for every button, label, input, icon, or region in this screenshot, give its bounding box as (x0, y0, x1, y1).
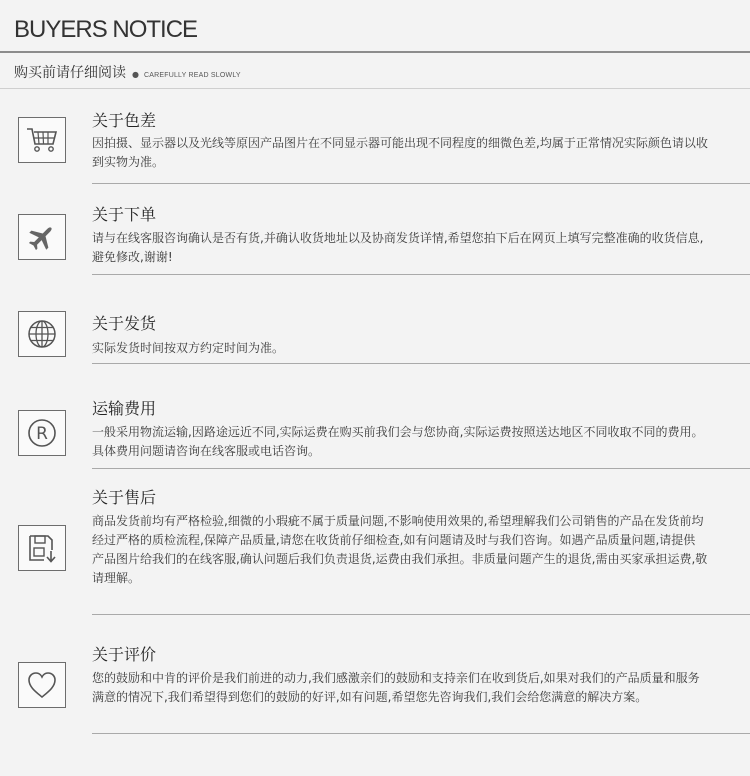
airplane-icon (18, 214, 66, 260)
section-body: 您的鼓励和中肯的评价是我们前进的动力,我们感激亲们的鼓励和支持亲们在收到货后,如果对我们的产品质量和服务满意的情况下,我们希望得到您们的鼓励的好评,如有问题,希望您先咨询我们,我们会给您满意的解决方案。 (92, 671, 700, 704)
section-divider (92, 614, 750, 615)
subtitle-divider (0, 88, 750, 89)
section-title: 关于发货 (92, 314, 157, 333)
header-divider (0, 51, 750, 53)
shopping-cart-icon (18, 117, 66, 163)
subtitle-row (14, 62, 241, 82)
section-title: 关于评价 (92, 645, 157, 664)
section-body: 商品发货前均有严格检验,细微的小瑕疵不属于质量问题,不影响使用效果的,希望理解我们公司销售的产品在发货前均经过严格的质检流程,保障产品质量,请您在收货前仔细检查,如有问题请及时与我们咨询。如遇产品质量问题,请提供 产品图片给我们的在线客服,确认问题后我们负责退货,运费由我们承担。非质量问题产生的退货,需由买家承担运费,敬请理解。 (92, 514, 708, 585)
registered-icon (18, 410, 66, 456)
section-title: 运输费用 (92, 399, 157, 418)
section-body: 实际发货时间按双方约定时间为准。 (92, 341, 285, 355)
section-divider (92, 274, 750, 275)
section-body: 一般采用物流运输,因路途远近不同,实际运费在购买前我们会与您协商,实际运费按照送达地区不同收取不同的费用。具体费用问题请咨询在线客服或电话咨询。 (92, 425, 704, 458)
section-title: 关于售后 (92, 488, 157, 507)
svg-text:R: R (36, 424, 48, 444)
globe-icon (18, 311, 66, 357)
section-divider (92, 183, 750, 184)
section-title: 关于色差 (92, 111, 157, 130)
section-divider (92, 733, 750, 734)
save-download-icon (18, 525, 66, 571)
heart-icon (18, 662, 66, 708)
subtitle-chinese: 购买前请仔细阅读 (14, 65, 126, 81)
page-title: BUYERS NOTICE (14, 16, 198, 43)
section-title: 关于下单 (92, 205, 157, 224)
section-divider (92, 468, 750, 469)
bullet-dot: ● (132, 70, 139, 79)
section-body: 因拍摄、显示器以及光线等原因产品图片在不同显示器可能出现不同程度的细微色差,均属于正常情况实际颜色请以收到实物为准。 (92, 136, 708, 169)
subtitle-english: CAREFULLY READ SLOWLY (143, 72, 241, 79)
section-body: 请与在线客服咨询确认是否有货,并确认收货地址以及协商发货详情,希望您拍下后在网页上填写完整准确的收货信息,避免修改,谢谢! (92, 231, 704, 264)
section-divider (92, 363, 750, 364)
